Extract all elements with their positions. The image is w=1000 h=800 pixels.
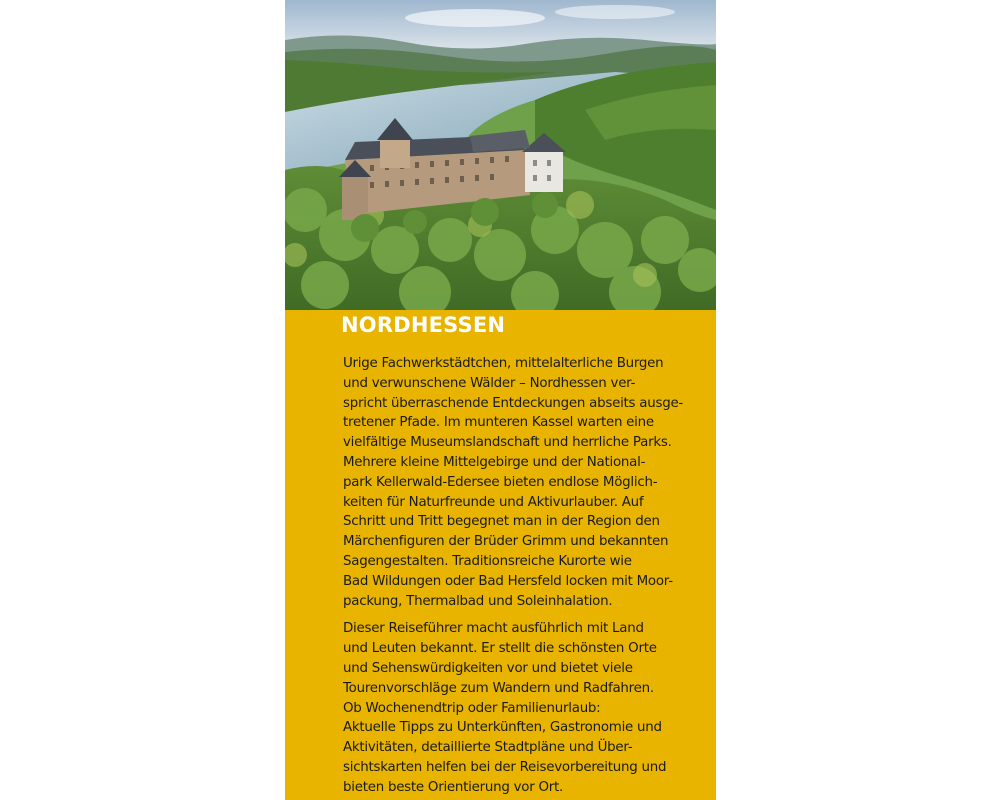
text-line: Schritt und Tritt begegnet man in der Region den — [343, 514, 660, 530]
paragraph-region — [343, 354, 703, 611]
text-line: Märchenfiguren der Brüder Grimm und bekannten — [343, 534, 669, 550]
text-line: Urige Fachwerkstädtchen, mittelalterliche Burgen — [343, 356, 664, 371]
book-back-cover — [285, 0, 716, 800]
text-line: Sagengestalten. Traditionsreiche Kurorte wie — [343, 553, 632, 569]
text-line: packung, Thermalbad und Soleinhalation. — [343, 593, 613, 609]
text-line: Aktuelle Tipps zu Unterkünften, Gastronomie und — [343, 720, 662, 736]
text-line: spricht überraschende Entdeckungen abseits ausge- — [343, 395, 684, 411]
text-line: Bad Wildungen oder Bad Hersfeld locken mit Moor- — [343, 573, 673, 589]
text-line: Dieser Reiseführer macht ausführlich mit Land — [343, 621, 644, 637]
text-line: Mehrere kleine Mittelgebirge und der National- — [343, 454, 646, 470]
text-line: Tourenvorschläge zum Wandern und Radfahren. — [343, 680, 654, 696]
text-line: und Sehenswürdigkeiten vor und bietet viele — [343, 660, 633, 676]
text-line: Aktivitäten, detaillierte Stadtpläne und Über- — [343, 740, 633, 756]
text-line: keiten für Naturfreunde und Aktivurlauber. Auf — [343, 494, 644, 510]
text-line: park Kellerwald-Edersee bieten endlose Möglich- — [343, 474, 658, 490]
text-line: vielfältige Museumslandschaft und herrliche Parks. — [343, 435, 672, 451]
text-line: sichtskarten helfen bei der Reisevorbereitung und — [343, 759, 667, 775]
text-line: und verwunschene Wälder – Nordhessen ver- — [343, 375, 636, 391]
region-title: NORDHESSEN — [341, 313, 506, 337]
text-panel — [285, 310, 716, 800]
text-line: und Leuten bekannt. Er stellt die schönsten Orte — [343, 641, 657, 657]
text-line: bieten beste Orientierung vor Ort. — [343, 779, 564, 795]
text-line: tretener Pfade. Im munteren Kassel warten eine — [343, 415, 654, 431]
paragraph-guide — [343, 619, 703, 797]
text-line: Ob Wochenendtrip oder Familienurlaub: — [343, 700, 601, 716]
castle-landscape-photo — [285, 0, 716, 310]
description-text — [343, 354, 703, 798]
